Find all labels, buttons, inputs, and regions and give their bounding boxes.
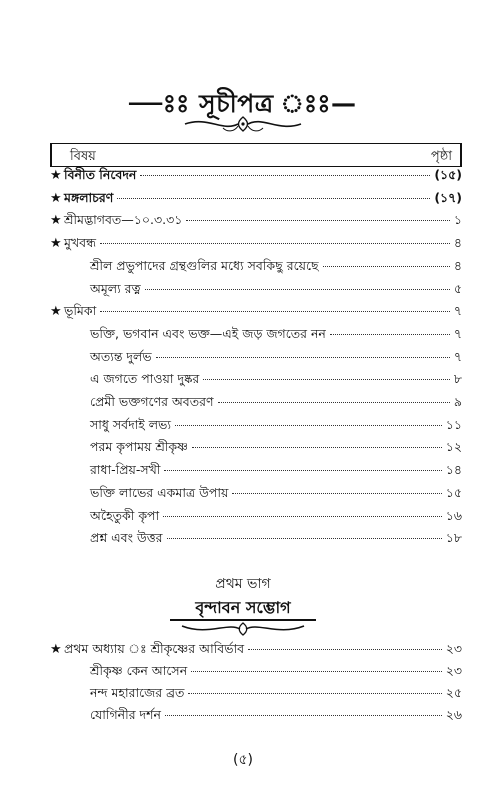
toc-entry-page: ১৪ (445, 462, 462, 478)
toc-row (50, 190, 462, 210)
dot-leader (140, 175, 430, 176)
dot-leader (163, 516, 442, 517)
toc-row (90, 439, 462, 459)
toc-entry-page: ১১ (445, 416, 462, 432)
toc-row (90, 417, 462, 437)
toc-entry-page: ৭ (453, 325, 462, 341)
toc-entry-title: প্রথম অধ্যায় ঃ শ্রীকৃষ্ণের আবির্ভাব (64, 641, 245, 656)
toc-entry-page: ৭ (453, 303, 462, 319)
toc-row (50, 303, 462, 323)
part-flourish (178, 620, 308, 638)
toc-entry-title: বিনীত নিবেদন (64, 167, 137, 182)
dot-leader (167, 538, 442, 539)
dot-leader (117, 198, 430, 199)
toc-row (90, 707, 462, 727)
toc-row (90, 349, 462, 369)
toc-entry-page: ৪ (453, 235, 462, 251)
subject-heading: বিষয় (70, 149, 96, 164)
dot-leader (192, 447, 442, 448)
toc-entry-title: অত্যন্ত দুর্লভ (90, 348, 152, 364)
dot-leader (145, 289, 450, 290)
star-icon: ★ (50, 190, 62, 206)
star-icon: ★ (50, 642, 62, 657)
star-icon: ★ (50, 213, 62, 229)
star-icon: ★ (50, 304, 62, 320)
toc-entry-title: ভক্তি, ভগবান এবং ভক্ত—এই জড় জগতের নন (90, 325, 326, 341)
toc-entry-page: (১৭) (434, 189, 462, 205)
toc-entry-title: যোগিনীর দর্শন (90, 707, 161, 722)
toc-entry-title: প্রেমী ভক্তগণের অবতরণ (90, 394, 214, 409)
toc-entry-page: ১৮ (445, 530, 462, 546)
toc-row (90, 508, 462, 528)
dot-leader (323, 266, 450, 267)
dot-leader (100, 243, 450, 244)
toc-entry-page: ১ (453, 212, 462, 228)
page-number: (৫) (232, 752, 253, 768)
dot-leader (188, 693, 441, 694)
toc-entry-title: শ্রীল প্রভুপাদের গ্রন্থগুলির মধ্যে সবকিছু রয়েছে (90, 257, 319, 273)
toc-row (90, 258, 462, 278)
toc-entry-page: (১৫) (434, 167, 462, 182)
toc-entry-title: এ জগতে পাওয়া দুষ্কর (90, 371, 200, 387)
toc-entry-title: ভক্তি লাভের একমাত্র উপায় (90, 484, 229, 500)
dot-leader (100, 311, 450, 312)
toc-entry-title: অহৈতুকী কৃপা (90, 507, 160, 523)
toc-row (90, 485, 462, 505)
dot-leader (175, 425, 442, 426)
toc-row (90, 394, 462, 414)
toc-entry-title: মঙ্গলাচরণ (64, 189, 114, 205)
page-heading: পৃষ্ঠা (430, 149, 452, 164)
toc-entry-title: ভূমিকা (64, 303, 97, 319)
toc-entry-page: ২৩ (445, 663, 462, 678)
dot-leader (218, 402, 450, 403)
star-icon: ★ (50, 236, 62, 252)
toc-header (50, 143, 462, 167)
dot-leader (232, 493, 441, 494)
toc-entry-title: শ্রীমদ্ভাগবত—১০.৩.৩১ (64, 212, 183, 228)
toc-row (90, 462, 462, 482)
dot-leader (191, 671, 442, 672)
toc-entry-page: ১৬ (445, 507, 462, 523)
dot-leader (330, 334, 450, 335)
title-flourish (183, 114, 303, 134)
toc-row (90, 663, 462, 683)
dot-leader (248, 649, 442, 650)
toc-entry-page: ১২ (445, 439, 462, 455)
toc-entry-page: ২৩ (445, 641, 462, 656)
toc-row (50, 212, 462, 232)
dot-leader (165, 715, 442, 716)
toc-entry-page: ২৫ (445, 685, 462, 700)
toc-row (90, 281, 462, 301)
toc-entry-title: রাধা-প্রিয়-সখী (90, 462, 161, 478)
toc-row (50, 235, 462, 255)
part-title: বৃন্দাবন সম্ভোগ (195, 598, 291, 617)
toc-entry-title: প্রশ্ন এবং উত্তর (90, 530, 163, 546)
toc-entry-page: ৯ (453, 394, 462, 409)
toc-row (50, 641, 462, 661)
part-label: প্রথম ভাগ (215, 576, 271, 592)
toc-entry-page: ৭ (453, 348, 462, 364)
toc-entry-page: ৮ (453, 371, 462, 387)
toc-entry-title: অমূল্য রত্ন (90, 280, 141, 296)
toc-entry-page: ৫ (453, 280, 462, 296)
dot-leader (203, 379, 450, 380)
page-title: —ঃঃ সূচীপত্র ঃঃ— (129, 89, 357, 118)
toc-entry-page: ৪ (453, 257, 462, 273)
toc-entry-title: মুখবন্ধ (64, 235, 97, 251)
toc-entry-page: ২৬ (445, 707, 462, 722)
toc-entry-title: সাধু সর্বদাই লভ্য (90, 416, 171, 432)
toc-row (90, 685, 462, 705)
toc-entry-page: ১৫ (445, 484, 462, 500)
toc-row (90, 371, 462, 391)
toc-entry-title: পরম কৃপাময় শ্রীকৃষ্ণ (90, 439, 189, 455)
dot-leader (186, 220, 450, 221)
toc-row (90, 326, 462, 346)
dot-leader (156, 357, 450, 358)
toc-row (90, 530, 462, 550)
dot-leader (164, 470, 441, 471)
toc-entry-title: নন্দ মহারাজের ব্রত (90, 685, 185, 700)
star-icon: ★ (50, 168, 62, 183)
toc-entry-title: শ্রীকৃষ্ণ কেন আসেন (90, 663, 188, 678)
toc-row (50, 167, 462, 187)
